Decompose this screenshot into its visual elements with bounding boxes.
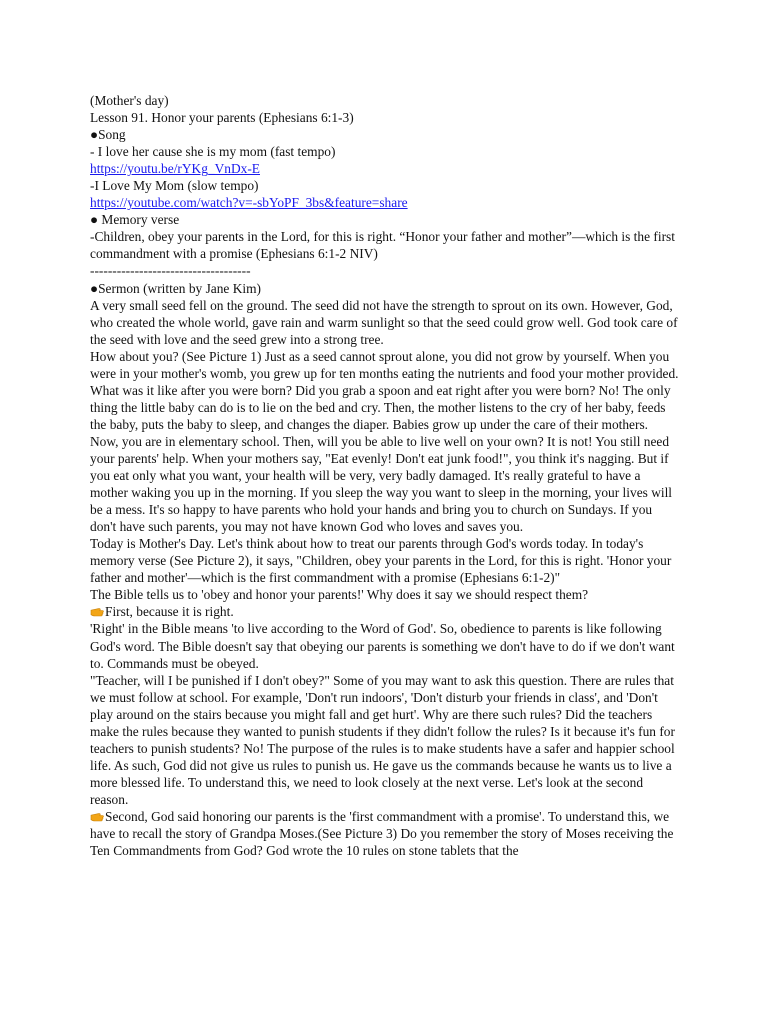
song2-link[interactable]: https://youtube.com/watch?v=-sbYoPF_3bs&feature=share [90, 195, 408, 211]
sermon-paragraph: Now, you are in elementary school. Then, will you be able to live well on your own? It is not! You still need your parents' help. When your mothers say, "Eat evenly! Don't eat junk food!", you think it's nagging. But if you eat only what you want, your health will be very, very badly damaged. It's really grateful to have a mother waking you up in the morning. If you sleep the way you want to sleep in the morning, your lives will be a mess. It's so happy to have parents who hold your hands and bring you to church on Sundays. If you don't have such parents, you may not have known God who loves and saves you. [90, 433, 673, 535]
lesson-title: Lesson 91. Honor your parents (Ephesians 6:1-3) [90, 110, 354, 126]
pointing-hand-icon [90, 810, 104, 822]
pointing-hand-icon [90, 605, 104, 617]
sermon-paragraph: A very small seed fell on the ground. The seed did not have the strength to sprout on its own. However, God, who created the whole world, gave rain and warm sunlight so that the seed could grow well. God took care of the seed with love and the seed grew into a strong tree. [90, 297, 678, 347]
point-two [90, 808, 680, 859]
point-one [90, 603, 680, 620]
song2-title: -I Love My Mom (slow tempo) [90, 178, 259, 194]
song1-title: - I love her cause she is my mom (fast tempo) [90, 144, 336, 160]
sermon-heading: ●Sermon (written by Jane Kim) [90, 280, 261, 296]
divider-line: ------------------------------------ [90, 263, 251, 279]
sermon-paragraph: 'Right' in the Bible means 'to live according to the Word of God'. So, obedience to parents is like following God's word. The Bible doesn't say that obeying our parents is something we don't have to do if we don't want to. Commands must be obeyed. [90, 621, 675, 671]
sermon-paragraph: How about you? (See Picture 1) Just as a seed cannot sprout alone, you did not grow by yourself. When you were in your mother's womb, you grew up for ten months eating the nutrients and food your mother provided. What was it like after you were born? Did you grab a spoon and eat right after you were born? No! The only thing the little baby can do is to lie on the bed and cry. Then, the mother listens to the cry of her baby, feeds the baby, puts the baby to sleep, and changes the diaper. Babies grow up under the care of their mothers. [90, 348, 679, 432]
song-heading: ●Song [90, 127, 126, 143]
sermon-paragraph: Today is Mother's Day. Let's think about how to treat our parents through God's words today. In today's memory verse (See Picture 2), it says, "Children, obey your parents in the Lord, for this is right. 'Honor your father and mother'—which is the first commandment with a promise (Ephesians 6:1-2)" [90, 536, 672, 586]
document-page [90, 92, 680, 859]
point-one-text: First, because it is right. [105, 604, 234, 620]
occasion-line: (Mother's day) [90, 93, 169, 108]
memory-verse-text: -Children, obey your parents in the Lord, for this is right. “Honor your father and mother”—which is the first commandment with a promise (Ephesians 6:1-2 NIV) [90, 229, 675, 262]
point-two-text: Second, God said honoring our parents is the 'first commandment with a promise'. To understand this, we have to recall the story of Grandpa Moses.(See Picture 3) Do you remember the story of Moses receiving the Ten Commandments from God? God wrote the 10 rules on stone tablets that the [90, 808, 674, 859]
sermon-paragraph: "Teacher, will I be punished if I don't obey?" Some of you may want to ask this question. There are rules that we must follow at school. For example, 'Don't run indoors', 'Don't disturb your friends in class', and 'Don't play around on the stairs because you might fall and get hurt'. Why are there such rules? Did the teachers make the rules because they wanted to punish students if they didn't follow the rules? Is it because it's fun for teachers to punish students? No! The purpose of the rules is to make students have a safer and happier school life. As such, God did not give us rules to punish us. He gave us the commands because he wants us to live a more blessed life. To understand this, we need to look closely at the next verse. Let's look at the second reason. [90, 672, 675, 807]
memory-verse-heading: ● Memory verse [90, 212, 180, 228]
song1-link[interactable]: https://youtu.be/rYKg_VnDx-E [90, 161, 260, 177]
sermon-paragraph: The Bible tells us to 'obey and honor your parents!' Why does it say we should respect them? [90, 587, 589, 603]
